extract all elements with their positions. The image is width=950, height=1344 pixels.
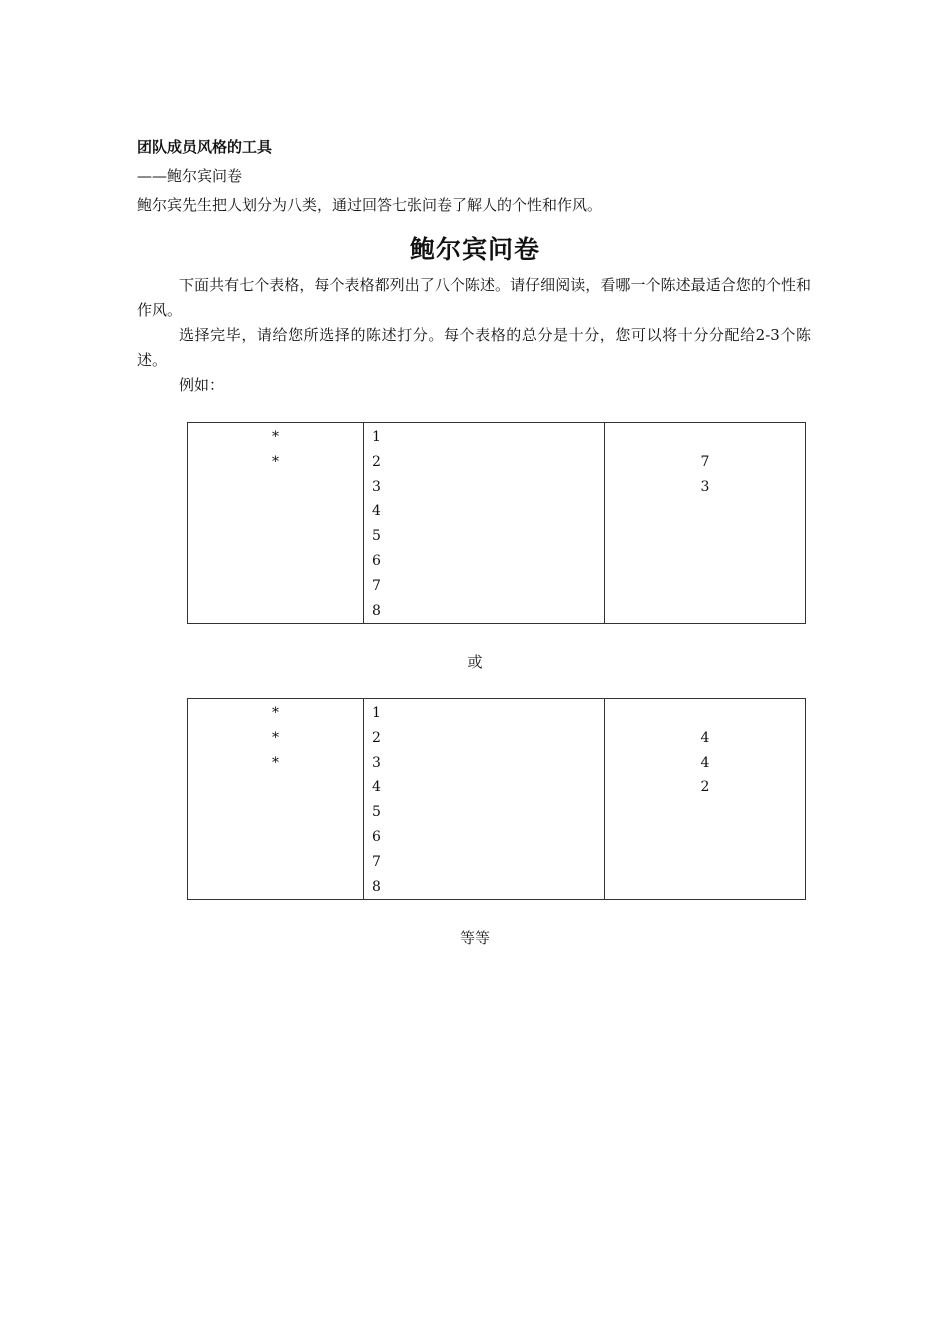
star-mark [188,800,363,825]
score-value [605,825,805,850]
statement-number: 1 [372,429,381,445]
score-value [605,850,805,875]
score-value [605,499,805,524]
star-mark: * [272,453,279,470]
document-heading: 团队成员风格的工具 [137,138,273,156]
statement-number: 1 [372,705,381,721]
statement-number: 6 [372,552,381,569]
statement-number: 3 [372,754,381,771]
score-value [605,549,805,574]
connector-etc: 等等 [459,929,490,947]
statement-number: 3 [372,478,381,495]
statement-number: 2 [372,453,381,470]
score-value: 7 [700,453,710,470]
score-value [605,800,805,825]
star-mark [188,549,363,574]
example-table-2 [187,698,806,900]
score-value [605,701,805,726]
score-value [605,574,805,599]
statement-number: 4 [372,779,381,796]
statement-number: 5 [372,528,381,545]
instruction-paragraph-2: 选择完毕，请给您所选择的陈述打分。每个表格的总分是十分，您可以将十分分配给2-3个陈述。 [137,326,811,369]
example-label: 例如： [179,376,225,394]
statement-column [364,699,605,900]
statement-number: 4 [372,503,381,520]
score-value [605,599,805,624]
intro-text: 鲍尔宾先生把人划分为八类，通过回答七张问卷了解人的个性和作风。 [137,196,603,214]
star-mark [188,850,363,875]
score-column [605,423,806,624]
star-mark [188,825,363,850]
star-mark [188,574,363,599]
score-value [605,875,805,900]
star-mark [188,875,363,900]
star-column [188,699,364,900]
statement-number: 8 [372,602,381,619]
statement-number: 8 [372,878,381,895]
star-mark [188,475,363,500]
document-subheading: ——鲍尔宾问卷 [137,167,243,185]
star-mark: * [272,729,279,746]
instruction-paragraph-1: 下面共有七个表格，每个表格都列出了八个陈述。请仔细阅读，看哪一个陈述最适合您的个性和作风。 [137,276,811,319]
star-mark [188,499,363,524]
star-mark [188,599,363,624]
statement-column [364,423,605,624]
statement-number: 7 [372,577,381,594]
score-value: 3 [700,478,710,495]
score-column [605,699,806,900]
page-title: 鲍尔宾问卷 [409,235,540,264]
statement-number: 6 [372,828,381,845]
star-mark: * [272,705,279,721]
score-value: 2 [700,779,710,796]
score-value [605,425,805,450]
score-value: 4 [700,729,710,746]
connector-or: 或 [467,653,483,671]
score-value: 4 [700,754,710,771]
star-mark: * [272,429,279,445]
statement-number: 7 [372,853,381,870]
star-mark: * [272,754,279,771]
statement-number: 5 [372,804,381,821]
star-column [188,423,364,624]
star-mark [188,775,363,800]
score-value [605,524,805,549]
example-table-1 [187,422,806,624]
statement-number: 2 [372,729,381,746]
star-mark [188,524,363,549]
